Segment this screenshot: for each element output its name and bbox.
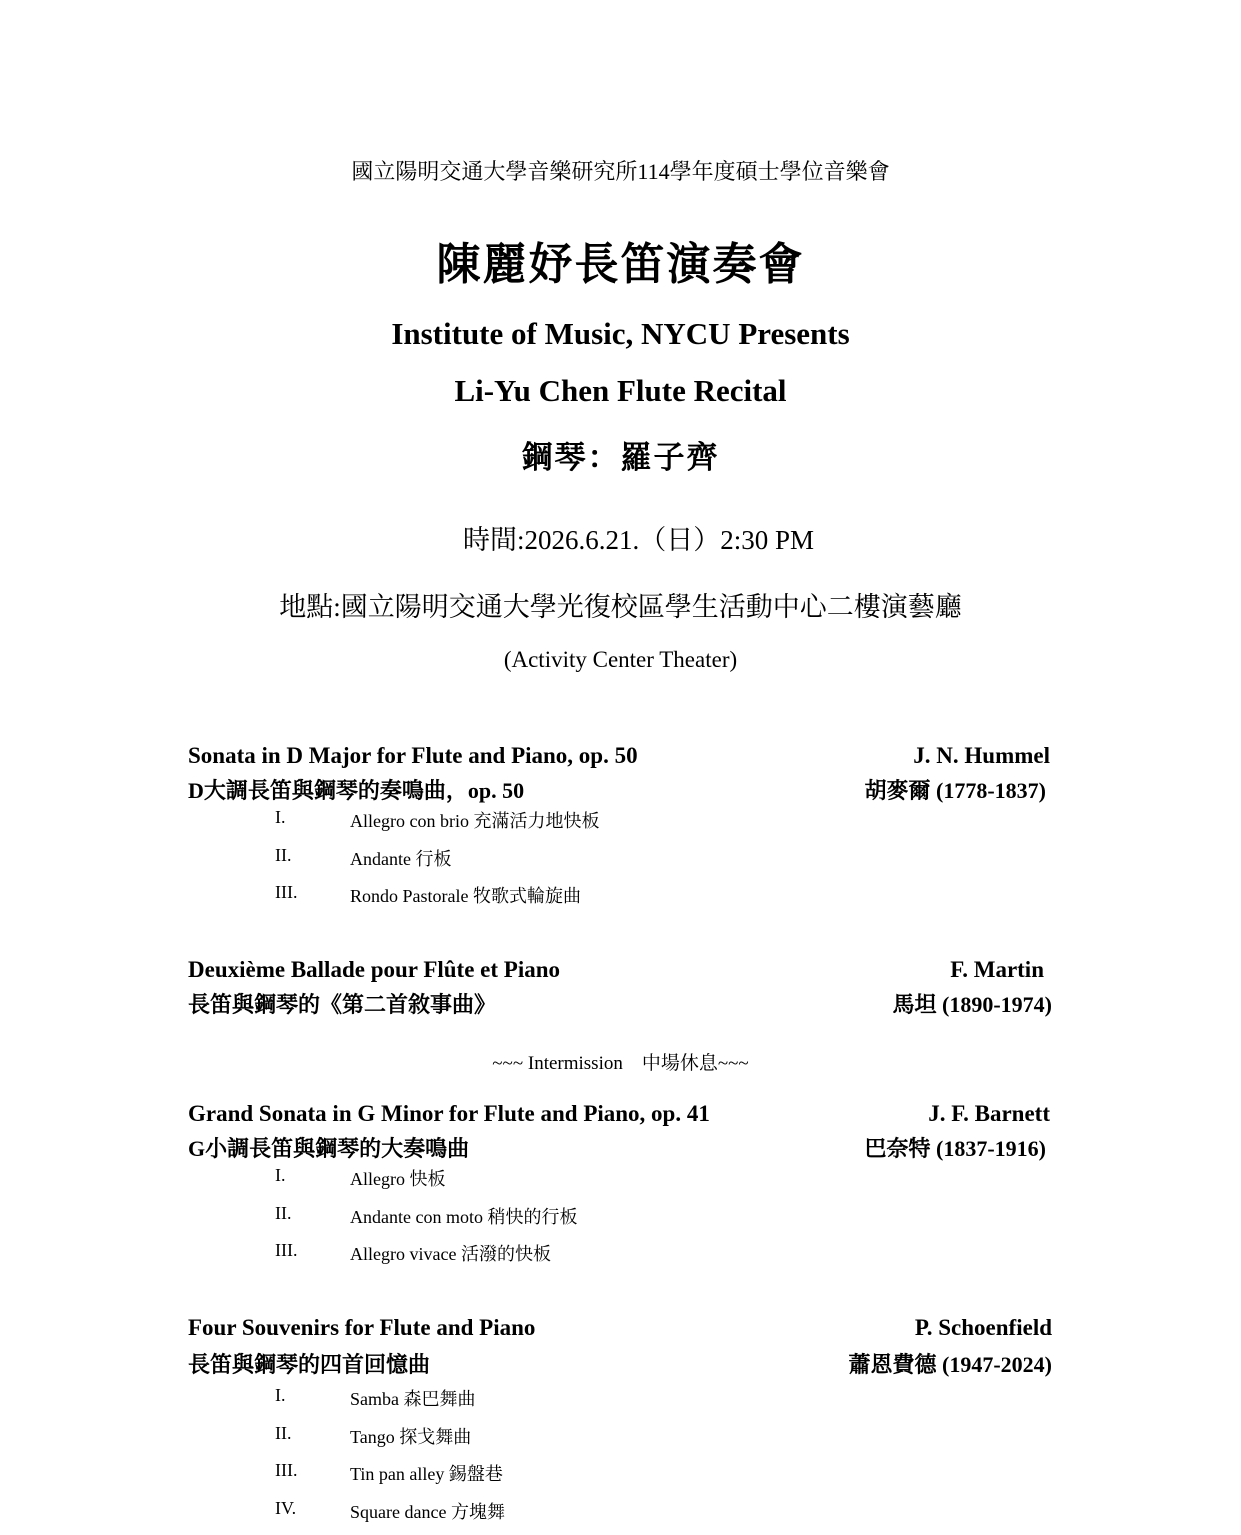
pianist: 鋼琴：羅子齊 xyxy=(0,432,1241,477)
movement-title: Allegro con brio 充滿活力地快板 xyxy=(350,807,599,833)
recital-title-zh: 陳麗妤長笛演奏會 xyxy=(0,228,1241,292)
piece-title-zh: D大調長笛與鋼琴的奏鳴曲，op. 50 xyxy=(188,774,524,805)
movement-item xyxy=(188,1385,1052,1423)
movement-item xyxy=(188,807,1052,845)
movement-item xyxy=(188,1423,1052,1461)
movement-title: Andante 行板 xyxy=(350,845,451,871)
movement-number: III. xyxy=(275,1460,297,1481)
piece-title-zh: G小調長笛與鋼琴的大奏鳴曲 xyxy=(188,1132,469,1163)
piece-title-en: Grand Sonata in G Minor for Flute and Piano, op. 41 xyxy=(188,1101,710,1127)
composer-en: J. F. Barnett xyxy=(928,1101,1050,1127)
movement-number: I. xyxy=(275,807,286,828)
recital-title-en: Li-Yu Chen Flute Recital xyxy=(0,373,1241,409)
movement-title: Tin pan alley 錫盤巷 xyxy=(350,1460,503,1486)
movement-item xyxy=(188,1240,1052,1278)
composer-en: P. Schoenfield xyxy=(915,1315,1052,1341)
movement-title: Tango 探戈舞曲 xyxy=(350,1423,471,1449)
movement-list xyxy=(188,807,1052,920)
movement-title: Square dance 方塊舞 xyxy=(350,1498,505,1524)
concert-venue: 地點:國立陽明交通大學光復校區學生活動中心二樓演藝廳 xyxy=(0,585,1241,624)
composer-zh: 巴奈特 (1837-1916) xyxy=(865,1132,1046,1163)
concert-time: 時間:2026.6.21.（日）2:30 PM xyxy=(0,518,1241,557)
composer-zh: 胡麥爾 (1778-1837) xyxy=(865,774,1046,805)
presenter-en: Institute of Music, NYCU Presents xyxy=(0,316,1241,352)
movement-item xyxy=(188,1460,1052,1498)
piece-title-zh: 長笛與鋼琴的四首回憶曲 xyxy=(188,1348,430,1379)
piece-title-en: Deuxième Ballade pour Flûte et Piano xyxy=(188,957,560,983)
concert-subtitle: 國立陽明交通大學音樂研究所114學年度碩士學位音樂會 xyxy=(0,155,1241,186)
movement-number: III. xyxy=(275,1240,297,1261)
movement-title: Allegro 快板 xyxy=(350,1165,445,1191)
movement-number: I. xyxy=(275,1385,286,1406)
movement-number: III. xyxy=(275,882,297,903)
movement-title: Rondo Pastorale 牧歌式輪旋曲 xyxy=(350,882,581,908)
composer-en: J. N. Hummel xyxy=(913,743,1050,769)
movement-number: II. xyxy=(275,1203,292,1224)
concert-venue-en: (Activity Center Theater) xyxy=(0,647,1241,673)
movement-title: Andante con moto 稍快的行板 xyxy=(350,1203,577,1229)
piece-title-zh: 長笛與鋼琴的《第二首敘事曲》 xyxy=(188,988,496,1019)
composer-en: F. Martin xyxy=(950,957,1044,983)
movement-number: II. xyxy=(275,1423,292,1444)
piece-title-en: Sonata in D Major for Flute and Piano, op. 50 xyxy=(188,743,638,769)
movement-item xyxy=(188,1203,1052,1241)
movement-title: Allegro vivace 活潑的快板 xyxy=(350,1240,551,1266)
movement-number: IV. xyxy=(275,1498,296,1519)
movement-list xyxy=(188,1385,1052,1535)
movement-number: II. xyxy=(275,845,292,866)
composer-zh: 蕭恩費德 (1947-2024) xyxy=(849,1348,1052,1379)
composer-zh: 馬坦 (1890-1974) xyxy=(893,988,1052,1019)
piece-title-en: Four Souvenirs for Flute and Piano xyxy=(188,1315,535,1341)
movement-item xyxy=(188,845,1052,883)
movement-item xyxy=(188,1165,1052,1203)
movement-list xyxy=(188,1165,1052,1278)
movement-item xyxy=(188,1498,1052,1535)
movement-title: Samba 森巴舞曲 xyxy=(350,1385,476,1411)
intermission: ~~~ Intermission 中場休息~~~ xyxy=(0,1048,1241,1075)
movement-number: I. xyxy=(275,1165,286,1186)
movement-item xyxy=(188,882,1052,920)
